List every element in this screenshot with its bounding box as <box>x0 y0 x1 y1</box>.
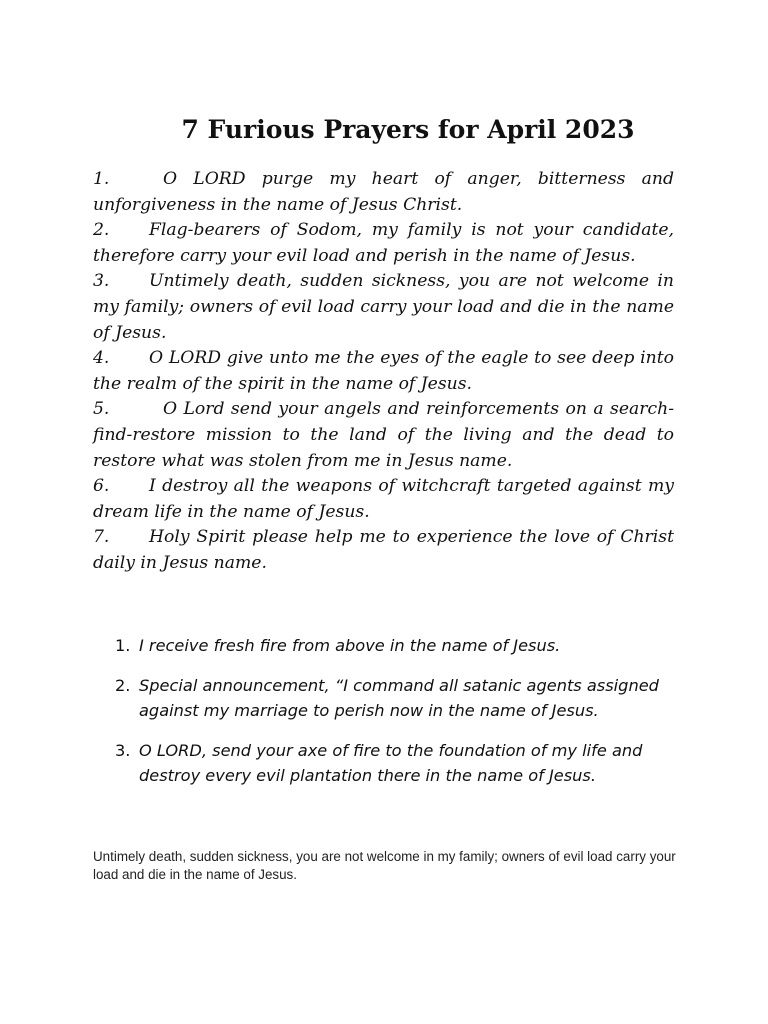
prayer-text: Flag-bearers of Sodom, my family is not your candidate, therefore carry your evil load and perish in the name of Jesus. <box>93 220 674 266</box>
prayer-text: O LORD give unto me the eyes of the eagle to see deep into the realm of the spirit in the name of Jesus. <box>93 348 674 394</box>
list-item-text: O LORD, send your axe of fire to the foundation of my life and destroy every evil plantation there in the name of Jesus. <box>139 740 643 785</box>
prayer-text: Untimely death, sudden sickness, you are not welcome in my family; owners of evil load carry your load and die in the name of Jesus. <box>93 271 674 343</box>
prayer-list <box>93 167 674 577</box>
ordered-prayer-list <box>115 633 675 803</box>
page-title: 7 Furious Prayers for April 2023 <box>181 115 635 144</box>
list-item <box>115 673 675 724</box>
prayer-item <box>93 525 674 576</box>
prayer-item <box>93 218 674 269</box>
prayer-number: 1. <box>93 169 110 189</box>
prayer-item <box>93 397 674 474</box>
prayer-number: 6. <box>93 476 110 497</box>
list-item <box>115 738 675 789</box>
prayer-text: O Lord send your angels and reinforcements on a search-find-restore mission to the land of the living and the dead to restore what was stolen from me in Jesus name. <box>93 399 674 471</box>
list-item-number: 1. <box>115 636 131 655</box>
prayer-number: 7. <box>93 527 110 548</box>
prayer-item <box>93 474 674 525</box>
list-item-number: 3. <box>115 740 131 760</box>
footer-paragraph: Untimely death, sudden sickness, you are not welcome in my family; owners of evil load carry your load and die in the name of Jesus. <box>93 849 676 882</box>
list-item-text: Special announcement, “I command all satanic agents assigned against my marriage to perish now in the name of Jesus. <box>139 675 659 720</box>
list-item-number: 2. <box>115 675 131 695</box>
prayer-number: 5. <box>93 399 110 420</box>
list-item <box>115 633 675 659</box>
prayer-number: 3. <box>93 271 110 292</box>
prayer-text: O LORD purge my heart of anger, bitterness and unforgiveness in the name of Jesus Christ. <box>93 169 674 215</box>
prayer-number: 4. <box>93 348 110 369</box>
prayer-text: I destroy all the weapons of witchcraft targeted against my dream life in the name of Jesus. <box>93 476 674 522</box>
prayer-item <box>93 269 674 346</box>
prayer-number: 2. <box>93 220 110 241</box>
list-item-text: I receive fresh fire from above in the name of Jesus. <box>139 636 561 655</box>
prayer-item <box>93 346 674 397</box>
prayer-text: Holy Spirit please help me to experience the love of Christ daily in Jesus name. <box>93 527 674 573</box>
prayer-item <box>93 167 674 218</box>
